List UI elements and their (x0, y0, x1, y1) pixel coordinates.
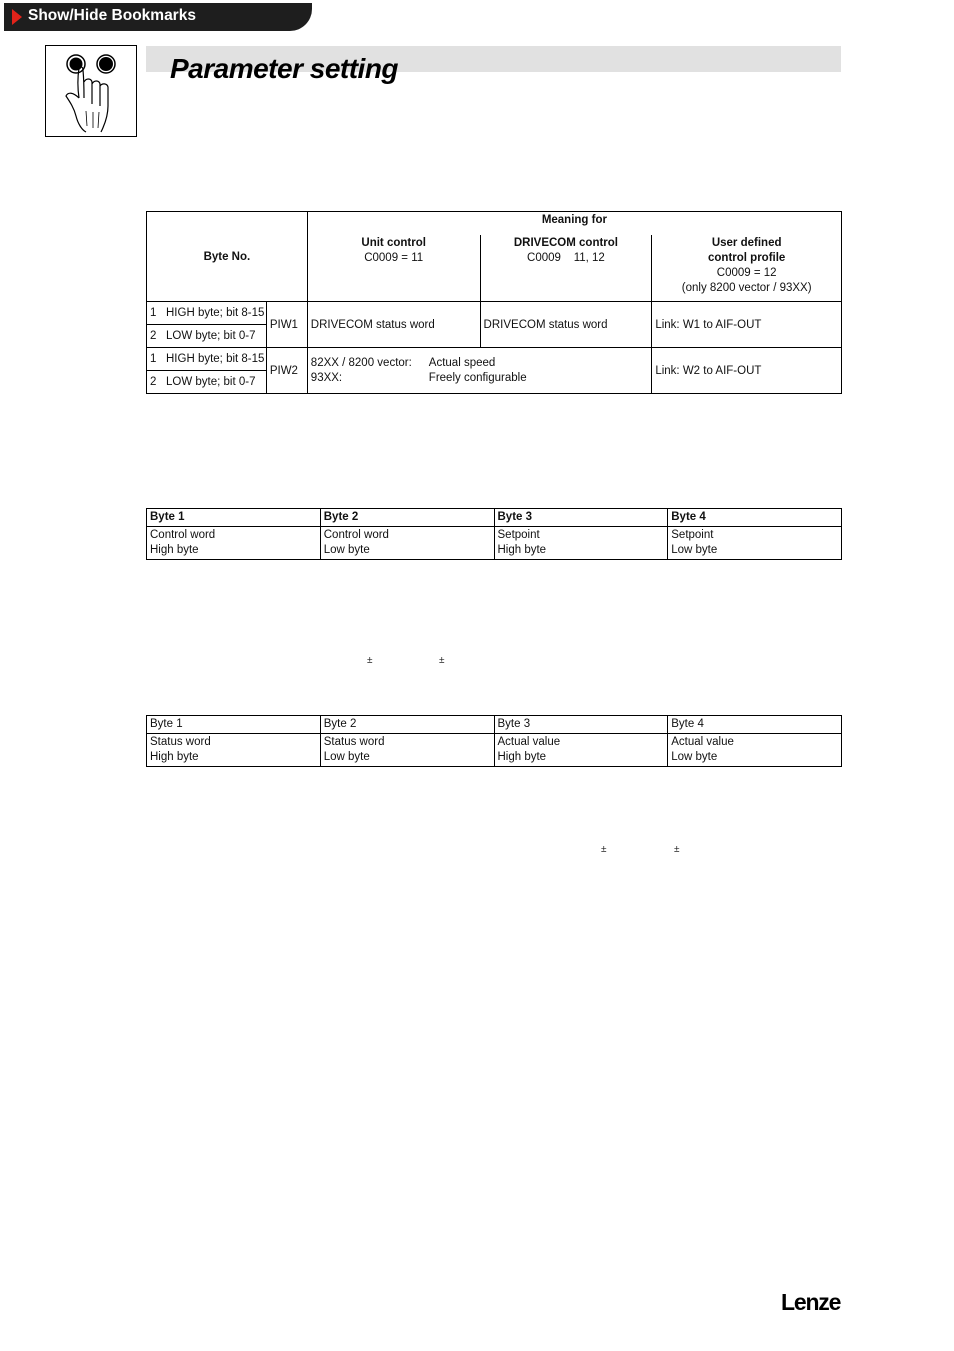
user-profile-header (652, 235, 842, 302)
table-header-cell: Byte 1 (147, 509, 321, 527)
byte-number: 2 (150, 376, 157, 388)
byte-description: LOW byte; bit 0-7 (166, 330, 256, 342)
byte-description: HIGH byte; bit 8-15 (166, 307, 265, 319)
table-header-cell: Byte 2 (320, 509, 494, 527)
plus-minus-sign: ± (367, 655, 373, 666)
user-profile-title-2: control profile (708, 251, 786, 264)
unit-control-title: Unit control (361, 236, 426, 249)
piw2-meaning (307, 348, 652, 394)
byte-number: 1 (150, 353, 157, 365)
bookmark-tab-label: Show/Hide Bookmarks (28, 7, 196, 24)
user-profile-title-1: User defined (711, 236, 782, 249)
table-header-cell: Byte 2 (320, 716, 494, 734)
lenze-logo: Lenze (781, 1289, 841, 1315)
piw1-unit-meaning: DRIVECOM status word (307, 302, 480, 348)
byte-row (147, 325, 267, 348)
table-cell: Actual value Low byte (668, 734, 842, 767)
piw1-user-meaning: Link: W1 to AIF-OUT (652, 302, 842, 348)
byte-description: LOW byte; bit 0-7 (166, 376, 256, 388)
table-cell: Actual value High byte (494, 734, 668, 767)
piw2-value-1: Actual speed (428, 356, 496, 369)
table-cell: Status word High byte (147, 734, 321, 767)
drivecom-control-code: C0009 11, 12 (527, 251, 605, 264)
piw2-value-2: Freely configurable (428, 371, 527, 384)
hand-keypad-icon (45, 45, 137, 137)
plus-minus-sign: ± (601, 844, 607, 855)
piw1-drivecom-meaning: DRIVECOM status word (480, 302, 652, 348)
table-cell: Control word Low byte (320, 527, 494, 560)
table-cell: Status word Low byte (320, 734, 494, 767)
byte-no-header: Byte No. (147, 212, 308, 302)
unit-control-code: C0009 = 11 (364, 251, 424, 264)
table-cell: Setpoint High byte (494, 527, 668, 560)
table-cell: Control word High byte (147, 527, 321, 560)
drivecom-control-title: DRIVECOM control (513, 236, 618, 249)
page-title: Parameter setting (170, 53, 399, 84)
triangle-right-icon (12, 9, 22, 25)
piw1-label: PIW1 (266, 302, 307, 348)
plus-minus-sign: ± (439, 655, 445, 666)
piw2-device-1: 82XX / 8200 vector: (310, 356, 412, 369)
input-bytes-table (146, 715, 842, 767)
drivecom-control-header (480, 235, 652, 302)
plus-minus-sign: ± (674, 844, 680, 855)
meaning-for-header: Meaning for (307, 212, 841, 235)
piw-meaning-table (146, 211, 842, 394)
table-header-cell: Byte 4 (668, 509, 842, 527)
byte-row (147, 302, 267, 325)
table-header-cell: Byte 3 (494, 509, 668, 527)
byte-description: HIGH byte; bit 8-15 (166, 353, 265, 365)
table-cell: Setpoint Low byte (668, 527, 842, 560)
table-header-cell: Byte 4 (668, 716, 842, 734)
byte-number: 1 (150, 307, 157, 319)
piw2-label: PIW2 (266, 348, 307, 394)
show-hide-bookmarks-button[interactable] (4, 3, 312, 31)
user-profile-code: C0009 = 12 (716, 266, 777, 279)
piw2-user-meaning: Link: W2 to AIF-OUT (652, 348, 842, 394)
output-bytes-table (146, 508, 842, 560)
user-profile-note: (only 8200 vector / 93XX) (681, 281, 812, 294)
byte-row (147, 371, 267, 394)
piw2-device-2: 93XX: (310, 371, 343, 384)
table-header-cell: Byte 3 (494, 716, 668, 734)
table-header-cell: Byte 1 (147, 716, 321, 734)
byte-number: 2 (150, 330, 157, 342)
unit-control-header (307, 235, 480, 302)
byte-row (147, 348, 267, 371)
